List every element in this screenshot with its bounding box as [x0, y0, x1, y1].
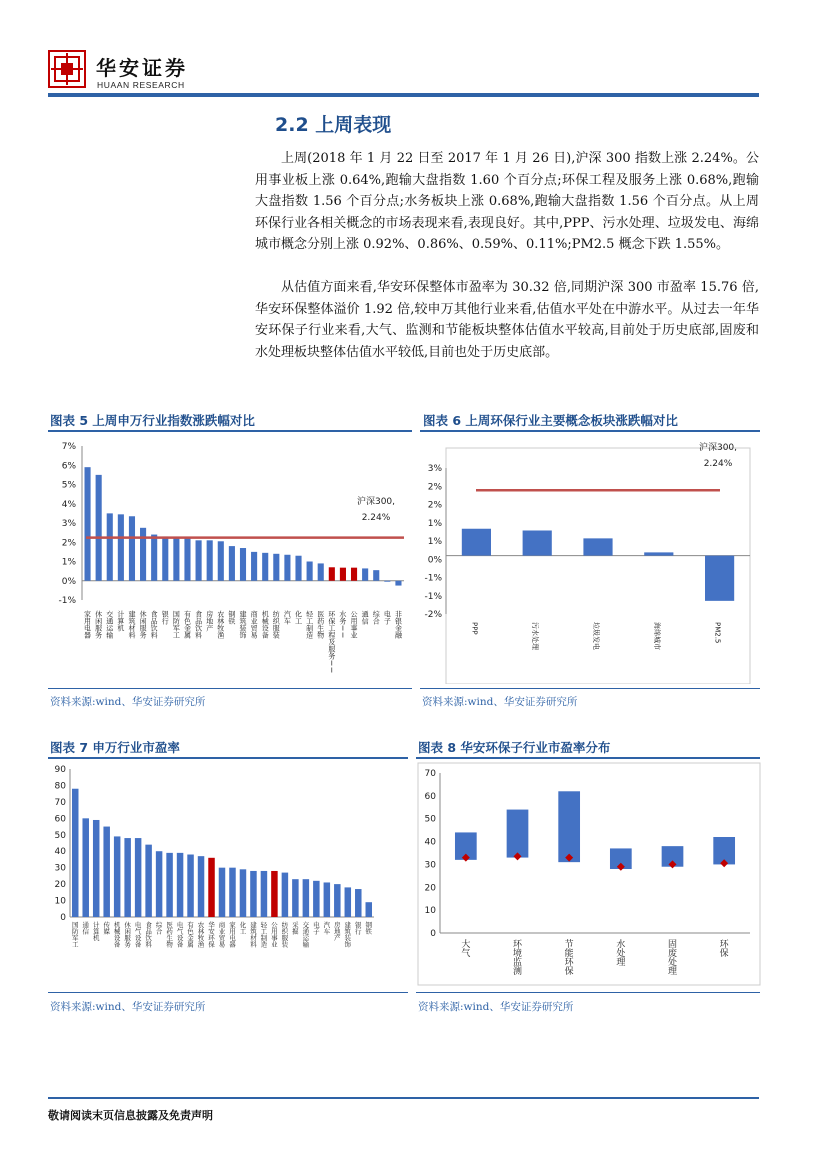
reference-value-label: 2.24%	[703, 459, 733, 469]
bar	[140, 528, 146, 581]
bar	[229, 868, 235, 917]
range-bar	[558, 791, 580, 862]
category-label: 通信	[361, 610, 369, 626]
y-tick-label: 80	[54, 781, 66, 792]
bar	[334, 884, 340, 917]
category-label: 化工	[295, 610, 303, 626]
category-label: 有色金属	[183, 610, 191, 640]
category-label: 综合	[155, 920, 163, 936]
bar	[462, 529, 491, 556]
figure-7-source: 资料来源:wind、华安证券研究所	[50, 1001, 206, 1013]
bar	[307, 562, 313, 581]
bar	[355, 889, 361, 917]
y-tick-label: 60	[424, 791, 436, 802]
bar	[284, 555, 290, 581]
category-label: 商业贸易	[218, 920, 226, 949]
category-label: 钢铁	[228, 610, 236, 626]
category-label: 综合	[372, 610, 380, 626]
category-label: 纺织服装	[281, 920, 289, 949]
y-tick-label: 2%	[427, 482, 442, 493]
category-label: 交通运输	[106, 610, 114, 640]
y-tick-label: 60	[54, 814, 66, 825]
bar	[103, 827, 109, 917]
y-tick-label: 3%	[427, 464, 442, 474]
y-tick-label: 50	[424, 814, 436, 825]
bar	[177, 853, 183, 917]
bar	[229, 546, 235, 581]
figure-5-bottom-rule	[48, 688, 412, 689]
bar	[251, 552, 257, 581]
figure-6-source: 资料来源:wind、华安证券研究所	[422, 696, 578, 708]
category-label: 水务 I I	[339, 610, 347, 640]
category-label: 计算机	[117, 610, 125, 633]
category-label: 机械设备	[113, 920, 121, 949]
bar	[187, 855, 193, 917]
y-tick-label: 0	[60, 913, 66, 923]
bar	[395, 581, 401, 586]
bar	[373, 570, 379, 581]
bar	[135, 838, 141, 917]
bar	[207, 540, 213, 580]
category-label: PPP	[470, 622, 479, 635]
y-tick-label: 2%	[427, 500, 442, 511]
figure-6-title-rule	[420, 430, 760, 432]
figure-5-title: 图表 5 上周申万行业指数涨跌幅对比	[50, 413, 255, 428]
figure-5-source: 资料来源:wind、华安证券研究所	[50, 696, 206, 708]
figure-7-chart	[48, 761, 410, 989]
category-label: 电气设备	[134, 920, 142, 949]
figure-8-title-rule	[416, 757, 760, 759]
bar	[261, 871, 267, 917]
y-tick-label: 1%	[427, 518, 442, 529]
bar	[366, 902, 372, 917]
bar	[313, 881, 319, 917]
company-logo	[48, 50, 86, 88]
bar	[345, 887, 351, 917]
bar	[82, 818, 88, 917]
bar	[324, 882, 330, 917]
bar	[523, 530, 552, 555]
footer-disclaimer: 敬请阅读末页信息披露及免责声明	[48, 1109, 213, 1122]
category-label: 固废处理	[667, 940, 678, 978]
category-label: 环保	[719, 940, 729, 960]
category-label: 建筑材料	[128, 610, 136, 640]
y-tick-label: 1%	[61, 557, 76, 568]
category-label: 大气	[461, 940, 471, 960]
y-tick-label: 6%	[61, 461, 76, 472]
figure-6-title: 图表 6 上周环保行业主要概念板块涨跌幅对比	[423, 413, 678, 428]
category-label: 食品饮料	[145, 920, 152, 949]
category-label: 电子	[313, 920, 320, 936]
y-tick-label: 70	[54, 797, 66, 808]
y-tick-label: 0	[430, 929, 436, 939]
bar	[273, 554, 279, 581]
y-tick-label: 30	[424, 860, 436, 871]
bar	[384, 581, 390, 582]
figure-7-title: 图表 7 申万行业市盈率	[50, 740, 180, 755]
bar	[340, 568, 346, 581]
bar	[292, 879, 298, 917]
category-label: 食品饮料	[150, 610, 158, 640]
category-label: 休闲服务	[124, 920, 131, 949]
category-label: 海绵城市	[652, 622, 661, 650]
category-label: 房地产	[334, 920, 341, 942]
category-label: 农林牧渔	[197, 920, 205, 949]
bar	[218, 541, 224, 580]
y-tick-label: 5%	[61, 480, 76, 491]
category-label: 银行	[355, 920, 362, 936]
category-label: 采掘	[292, 920, 299, 936]
category-label: 华安环保	[208, 920, 215, 949]
y-tick-label: 3%	[61, 519, 76, 529]
footer-rule	[48, 1097, 759, 1099]
category-label: 农林牧渔	[217, 610, 225, 640]
paragraph-valuation: 从估值方面来看,华安环保整体市盈率为 30.32 倍,同期沪深 300 市盈率 15.76 倍,华安环保整体溢价 1.92 倍,较申万其他行业来看,估值水平处在中游水平。从过去一年华安环保子行业来看,大气、监测和节能板块整体估值水平较高,目前处于历史底部,固废和水处理板块整体估值水平较低,目前也处于历史底部。	[255, 280, 759, 360]
category-label: 水处理	[616, 940, 626, 969]
category-label: 传媒	[103, 920, 110, 936]
bar	[162, 536, 168, 580]
figure-6-bottom-rule	[420, 688, 760, 689]
bar	[107, 513, 113, 580]
bar	[583, 538, 612, 555]
bar	[145, 845, 151, 917]
bar	[156, 851, 162, 917]
bar	[351, 568, 357, 581]
brand-name-en: HUAAN RESEARCH	[97, 80, 185, 90]
figure-8-bottom-rule	[416, 992, 760, 993]
brand-name: 华安证券	[96, 56, 188, 80]
bar	[318, 563, 324, 580]
reference-value-label: 2.24%	[361, 513, 391, 523]
category-label: 化工	[239, 920, 247, 936]
category-label: 污水处理	[531, 622, 540, 650]
category-label: 交通运输	[302, 920, 310, 949]
category-label: 电子	[383, 610, 391, 626]
figure-8-source: 资料来源:wind、华安证券研究所	[418, 1001, 574, 1013]
bar	[644, 552, 673, 555]
y-tick-label: 50	[54, 830, 66, 841]
y-tick-label: 90	[54, 765, 66, 775]
y-tick-label: 0%	[427, 555, 442, 566]
bar	[271, 871, 277, 917]
category-label: 家用电器	[84, 610, 92, 640]
bar	[250, 871, 256, 917]
figure-6-chart	[420, 434, 760, 684]
y-tick-label: 7%	[61, 442, 76, 452]
bar	[84, 467, 90, 581]
figure-8-title: 图表 8 华安环保子行业市盈率分布	[418, 740, 611, 755]
bar	[208, 858, 214, 917]
section-title: 2.2 上周表现	[275, 114, 392, 136]
category-label: 银行	[161, 610, 169, 626]
bar	[118, 514, 124, 580]
y-tick-label: -1%	[424, 573, 442, 584]
bar	[196, 540, 202, 580]
y-tick-label: 30	[54, 863, 66, 874]
bar	[362, 568, 368, 580]
header-rule	[48, 93, 759, 97]
category-label: 国防军工	[71, 920, 79, 949]
category-label: 垃圾发电	[592, 622, 600, 650]
bar	[705, 556, 734, 601]
reference-label: 沪深300,	[356, 497, 396, 507]
bar	[198, 856, 204, 917]
bar	[151, 535, 157, 581]
category-label: 医药生物	[166, 920, 173, 949]
category-label: 医药生物	[317, 610, 325, 640]
bar	[329, 567, 335, 580]
bar	[303, 879, 309, 917]
category-label: 通信	[82, 920, 89, 936]
y-tick-label: 0%	[61, 576, 76, 587]
category-label: 建筑装饰	[239, 610, 247, 640]
category-label: PM2.5	[713, 622, 722, 644]
bar	[240, 548, 246, 581]
bar	[184, 538, 190, 580]
category-label: 计算机	[92, 920, 100, 942]
bar	[129, 516, 135, 580]
category-label: 非银金融	[394, 610, 402, 640]
bar	[173, 537, 179, 580]
paragraph-weekly-performance: 上周(2018 年 1 月 22 日至 2017 年 1 月 26 日),沪深 300 指数上涨 2.24%。公用事业板上涨 0.64%,跑输大盘指数 1.60 个百分点;环保工程及服务上涨 0.68%,跑输大盘指数 1.56 个百分点;水务板块上涨 0.68%,跑输大盘指数 1.56 个百分点。从上周环保行业各相关概念的市场表现来看,表现良好。其中,PPP、污水处理、垃圾发电、海绵城市概念分别上涨 0.92%、0.86%、0.59%、0.11%;PM2.5 概念下跌 1.55%。	[255, 151, 759, 252]
bar	[240, 869, 246, 917]
category-label: 公用事业	[271, 920, 278, 949]
bar	[282, 873, 288, 917]
category-label: 环保工程及服务 I I	[328, 610, 336, 675]
y-tick-label: 70	[424, 769, 436, 779]
y-tick-label: 10	[54, 896, 66, 907]
reference-label: 沪深300,	[698, 443, 738, 453]
figure-5-chart	[48, 434, 414, 684]
category-label: 机械设备	[261, 610, 269, 640]
figure-7-bottom-rule	[48, 992, 408, 993]
category-label: 汽车	[283, 610, 291, 626]
bar	[166, 853, 172, 917]
category-label: 环境监测	[512, 940, 523, 978]
category-label: 公用事业	[350, 610, 358, 640]
y-tick-label: 4%	[61, 499, 76, 510]
y-tick-label: 2%	[61, 538, 76, 549]
y-tick-label: -1%	[58, 596, 76, 606]
y-tick-label: 40	[54, 847, 66, 858]
y-tick-label: 20	[424, 883, 436, 894]
category-label: 休闲服务	[95, 610, 103, 640]
category-label: 国防军工	[172, 610, 180, 640]
category-label: 建筑材料	[250, 920, 257, 949]
category-label: 纺织服装	[272, 610, 280, 640]
y-tick-label: 40	[424, 837, 436, 848]
category-label: 休闲服务	[139, 610, 147, 640]
y-tick-label: 20	[54, 880, 66, 891]
category-label: 有色金属	[187, 920, 194, 949]
figure-5-title-rule	[48, 430, 412, 432]
bar	[219, 868, 225, 917]
category-label: 食品饮料	[195, 610, 203, 640]
bar	[262, 553, 268, 581]
bar	[295, 556, 301, 581]
category-label: 商业贸易	[250, 610, 258, 640]
category-label: 轻工制造	[306, 610, 314, 640]
figure-8-chart	[416, 761, 762, 989]
bar	[114, 836, 120, 917]
category-label: 房地产	[206, 610, 214, 633]
bar	[93, 820, 99, 917]
category-label: 电气设备	[176, 920, 184, 949]
y-tick-label: 10	[424, 906, 436, 917]
category-label: 汽车	[323, 920, 331, 936]
range-bar	[507, 810, 529, 858]
category-label: 建筑装饰	[344, 920, 352, 949]
bar	[96, 475, 102, 581]
category-label: 家用电器	[229, 920, 236, 949]
y-tick-label: -1%	[424, 591, 442, 602]
y-tick-label: 1%	[427, 537, 442, 547]
bar	[72, 789, 78, 917]
y-tick-label: -2%	[424, 610, 442, 620]
bar	[124, 838, 130, 917]
category-label: 节能环保	[564, 940, 574, 978]
category-label: 钢铁	[365, 920, 373, 936]
figure-7-title-rule	[48, 757, 408, 759]
category-label: 轻工制造	[260, 920, 268, 949]
